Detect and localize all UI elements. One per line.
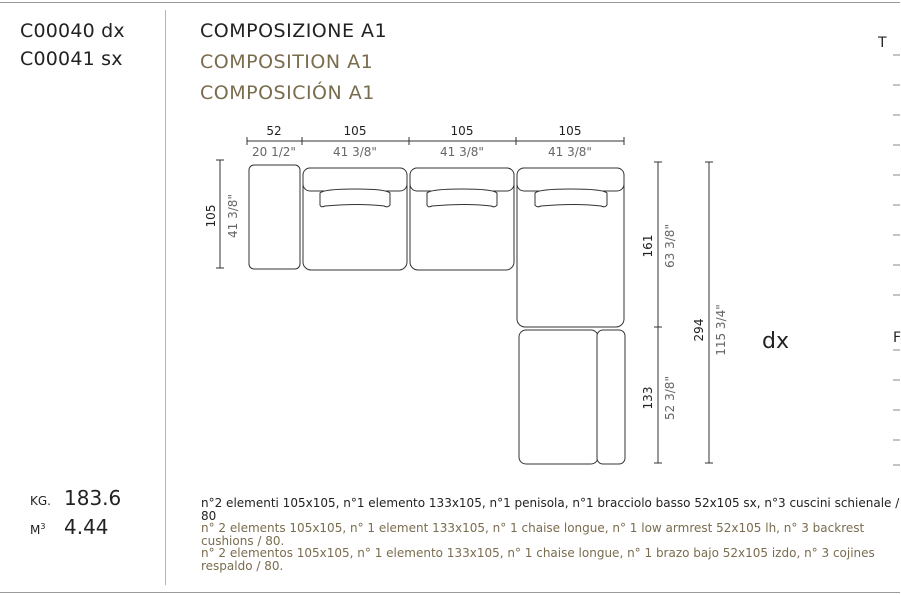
volume-unit-exponent: 3: [40, 522, 46, 531]
edge-fragment-top: T: [878, 35, 887, 51]
volume-value: 4.44: [64, 515, 109, 539]
dim-right-upper-cm: 161: [641, 234, 655, 258]
element-133-side: [597, 330, 625, 464]
dim-top-2-in: 41 3/8": [333, 145, 377, 159]
weight-value: 183.6: [64, 486, 122, 510]
title-english: COMPOSITION A1: [200, 51, 374, 73]
dim-top-3-in: 41 3/8": [440, 145, 484, 159]
dim-left-cm: 105: [204, 204, 218, 228]
dim-right-upper-in: 63 3/8": [663, 224, 677, 268]
dim-total-cm: 294: [692, 318, 706, 342]
description-italian: n°2 elementi 105x105, n°1 elemento 133x105, n°1 penisola, n°1 bracciolo basso 52x105 sx, n°3 cuscini schienale / 80: [201, 496, 900, 523]
title-italian: COMPOSIZIONE A1: [200, 20, 388, 42]
dim-top-3-cm: 105: [450, 124, 474, 138]
low-armrest: [249, 165, 300, 269]
volume-label: [30, 522, 45, 537]
backrest-c: [517, 168, 624, 191]
product-code-right: C00040 dx: [20, 20, 125, 42]
dim-right-lower-cm: 133: [641, 386, 655, 410]
title-spanish: COMPOSICIÓN A1: [200, 82, 375, 104]
dim-right-lower-in: 52 3/8": [663, 376, 677, 420]
composition-description: [201, 497, 901, 572]
element-133-seat: [519, 330, 598, 464]
dim-top-4-cm: 105: [558, 124, 582, 138]
weight-label: KG.: [30, 494, 51, 508]
back-cushion-c: [535, 189, 607, 207]
back-cushion-b: [427, 189, 497, 207]
dim-top-4-in: 41 3/8": [548, 145, 592, 159]
dim-left-in: 41 3/8": [226, 194, 240, 238]
dim-top-1-in: 20 1/2": [252, 145, 296, 159]
dim-top-1-cm: 52: [266, 124, 282, 138]
volume-unit: M: [30, 523, 41, 537]
bottom-rule: [0, 592, 900, 593]
dim-total-in: 115 3/4": [714, 304, 728, 356]
edge-fragment-middle: F: [893, 330, 901, 346]
product-code-left: C00041 sx: [20, 48, 123, 70]
orientation-label: dx: [762, 329, 789, 354]
backrest-b: [410, 168, 514, 191]
dim-top-2-cm: 105: [343, 124, 367, 138]
description-english: n° 2 elements 105x105, n° 1 element 133x105, n° 1 chaise longue, n° 1 low armrest 52x105 lh, n° 3 backrest cushions / 80.: [201, 521, 865, 548]
description-spanish: n° 2 elementos 105x105, n° 1 elemento 133x105, n° 1 chaise longue, n° 1 brazo bajo 52x105 izdo, n° 3 cojines respaldo / 80.: [201, 546, 875, 573]
back-cushion-a: [320, 189, 390, 207]
backrest-a: [303, 168, 407, 191]
